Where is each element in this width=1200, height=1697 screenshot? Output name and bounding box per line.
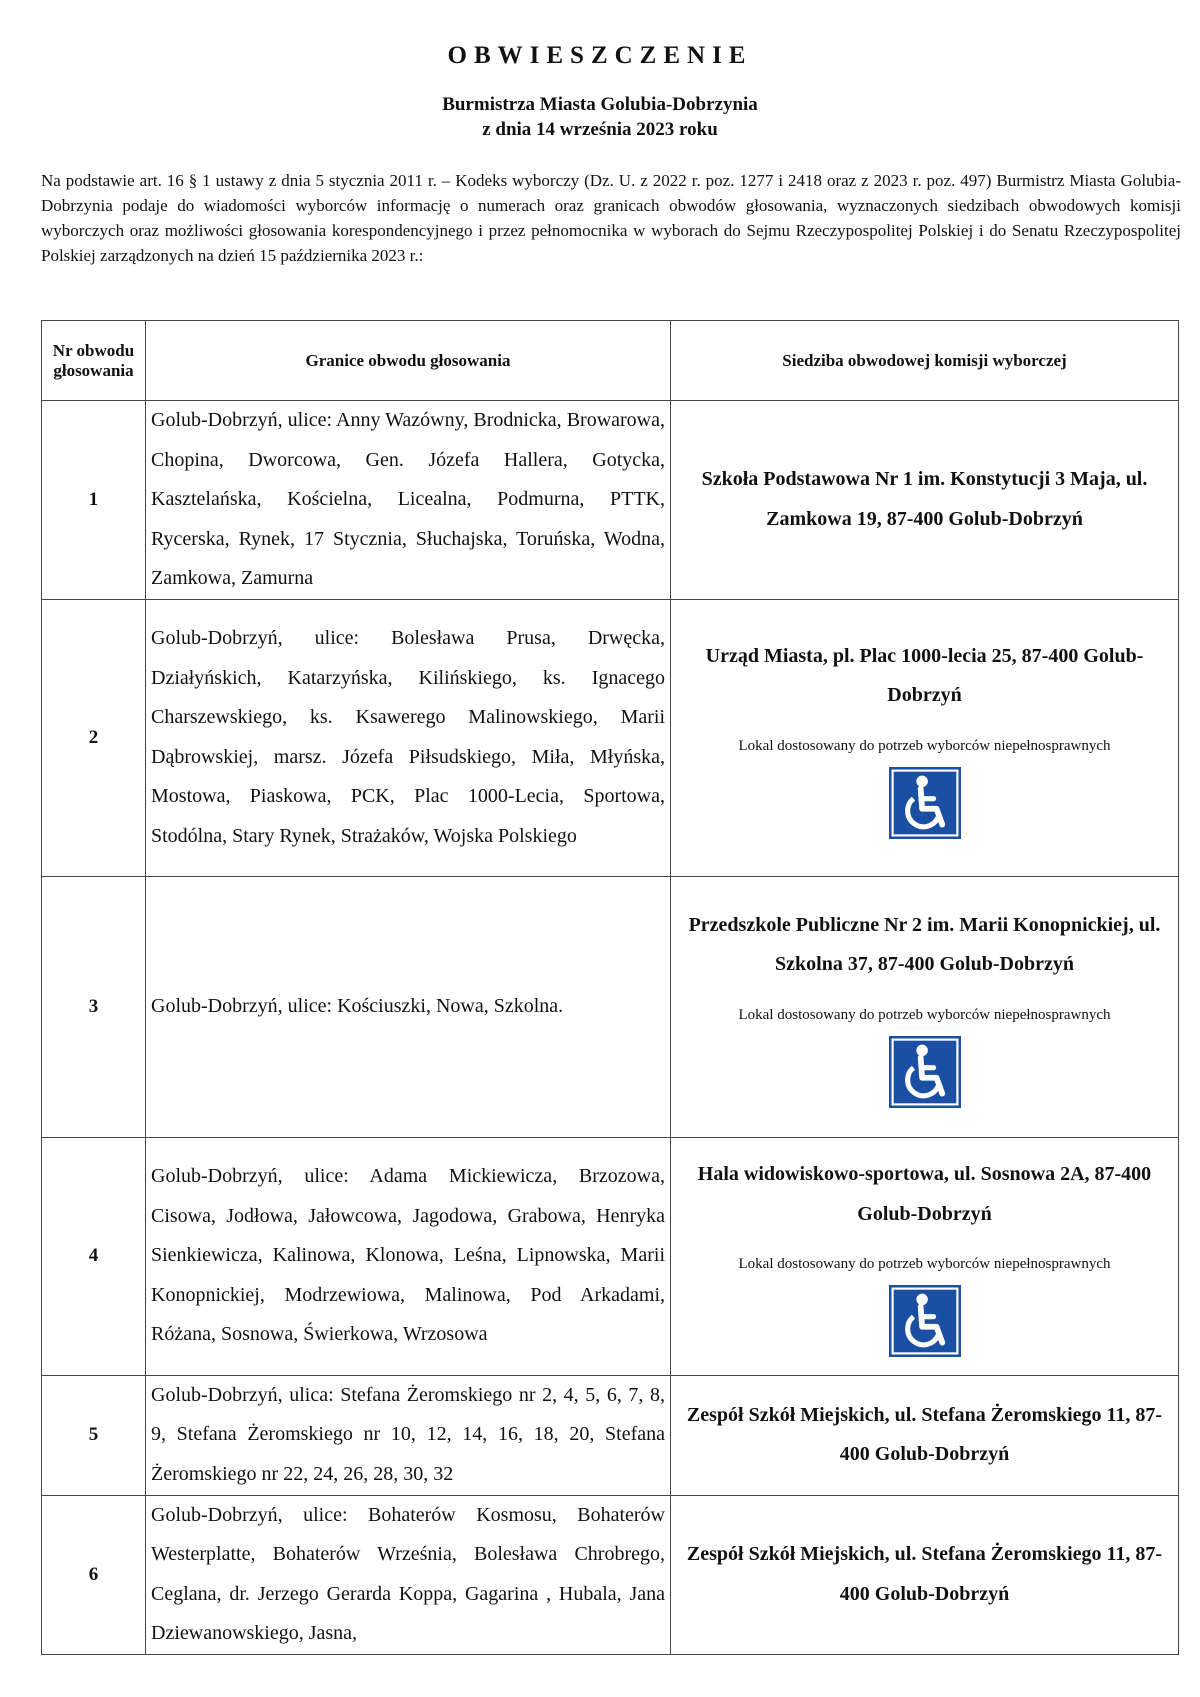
district-boundaries: Golub-Dobrzyń, ulice: Bolesława Prusa, Drwęcka, Działyńskich, Katarzyńska, Kilińskiego, ks. Ignacego Charszewskiego, ks. Ksawerego Malinowskiego, Marii Dąbrowskiej, marsz. Józefa Piłsudskiego, Miła, Młyńska, Mostowa, Piaskowa, PCK, Plac 1000-Lecia, Sportowa, Stodólna, Stary Rynek, Strażaków, Wojska Polskiego	[146, 599, 671, 876]
district-boundaries: Golub-Dobrzyń, ulica: Stefana Żeromskiego nr 2, 4, 5, 6, 7, 8, 9, Stefana Żeromskiego nr 10, 12, 14, 16, 18, 20, Stefana Żeromskiego nr 22, 24, 26, 28, 30, 32	[146, 1375, 671, 1495]
seat-address: Szkoła Podstawowa Nr 1 im. Konstytucji 3 Maja, ul. Zamkowa 19, 87-400 Golub-Dobrzyń	[701, 468, 1148, 530]
district-number: 4	[42, 1137, 146, 1375]
district-boundaries: Golub-Dobrzyń, ulice: Bohaterów Kosmosu, Bohaterów Westerplatte, Bohaterów Września, Bolesława Chrobrego, Ceglana, dr. Jerzego Gerarda Koppa, Gagarina , Hubala, Jana Dziewanowskiego, Jasna,	[146, 1495, 671, 1654]
wheelchair-icon	[889, 767, 961, 839]
header-number: Nr obwodu głosowania	[42, 321, 146, 401]
district-number: 6	[42, 1495, 146, 1654]
district-number: 3	[42, 876, 146, 1137]
commission-seat	[671, 1375, 1179, 1495]
commission-seat	[671, 876, 1179, 1137]
wheelchair-icon	[889, 1036, 961, 1108]
table-row	[42, 1375, 1179, 1495]
seat-address: Urząd Miasta, pl. Plac 1000-lecia 25, 87-400 Golub-Dobrzyń	[705, 644, 1144, 706]
document-title: OBWIESZCZENIE	[447, 42, 753, 69]
commission-seat	[671, 599, 1179, 876]
district-number: 5	[42, 1375, 146, 1495]
district-number: 1	[42, 401, 146, 600]
seat-address: Hala widowiskowo-sportowa, ul. Sosnowa 2A, 87-400 Golub-Dobrzyń	[697, 1163, 1152, 1225]
intro-paragraph: Na podstawie art. 16 § 1 ustawy z dnia 5 stycznia 2011 r. – Kodeks wyborczy (Dz. U. z 2022 r. poz. 1277 i 2418 oraz z 2023 r. poz. 497) Burmistrz Miasta Golubia-Dobrzynia podaje do wiadomości wyborców informację o numerach oraz granicach obwodów głosowania, wyznaczonych siedzibach obwodowych komisji wyborczych oraz możliwości głosowania korespondencyjnego i przez pełnomocnika w wyborach do Sejmu Rzeczypospolitej Polskiej i do Senatu Rzeczypospolitej Polskiej zarządzonych na dzień 15 października 2023 r.:	[41, 171, 1181, 265]
table-row	[42, 401, 1179, 600]
seat-address: Zespół Szkół Miejskich, ul. Stefana Żeromskiego 11, 87-400 Golub-Dobrzyń	[686, 1543, 1163, 1605]
district-boundaries: Golub-Dobrzyń, ulice: Kościuszki, Nowa, Szkolna.	[146, 876, 671, 1137]
voting-districts-table	[41, 320, 1179, 1655]
district-boundaries: Golub-Dobrzyń, ulice: Adama Mickiewicza, Brzozowa, Cisowa, Jodłowa, Jałowcowa, Jagodowa, Grabowa, Henryka Sienkiewicza, Kalinowa, Klonowa, Leśna, Lipnowska, Marii Konopnickiej, Modrzewiowa, Malinowa, Pod Arkadami, Różana, Sosnowa, Świerkowa, Wrzosowa	[146, 1137, 671, 1375]
district-boundaries: Golub-Dobrzyń, ulice: Anny Wazówny, Brodnicka, Browarowa, Chopina, Dworcowa, Gen. Józefa Hallera, Gotycka, Kasztelańska, Kościelna, Licealna, Podmurna, PTTK, Rycerska, Rynek, 17 Stycznia, Słuchajska, Toruńska, Wodna, Zamkowa, Zamurna	[146, 401, 671, 600]
table-row	[42, 876, 1179, 1137]
header-boundaries: Granice obwodu głosowania	[146, 321, 671, 401]
table-row	[42, 599, 1179, 876]
accessibility-note: Lokal dostosowany do potrzeb wyborców niepełnosprawnych	[738, 737, 1111, 754]
district-number: 2	[42, 599, 146, 876]
accessibility-note: Lokal dostosowany do potrzeb wyborców niepełnosprawnych	[738, 1006, 1111, 1023]
table-row	[42, 1137, 1179, 1375]
seat-address: Zespół Szkół Miejskich, ul. Stefana Żeromskiego 11, 87-400 Golub-Dobrzyń	[686, 1403, 1163, 1465]
wheelchair-icon	[889, 1285, 961, 1357]
header-seat: Siedziba obwodowej komisji wyborczej	[671, 321, 1179, 401]
commission-seat	[671, 401, 1179, 600]
date-line: z dnia 14 września 2023 roku	[482, 119, 718, 140]
commission-seat	[671, 1137, 1179, 1375]
commission-seat	[671, 1495, 1179, 1654]
table-row	[42, 1495, 1179, 1654]
issuer-line: Burmistrza Miasta Golubia-Dobrzynia	[442, 94, 758, 115]
accessibility-note: Lokal dostosowany do potrzeb wyborców niepełnosprawnych	[738, 1256, 1111, 1272]
table-header-row	[42, 321, 1179, 401]
seat-address: Przedszkole Publiczne Nr 2 im. Marii Konopnickiej, ul. Szkolna 37, 87-400 Golub-Dobrzyń	[688, 913, 1161, 975]
